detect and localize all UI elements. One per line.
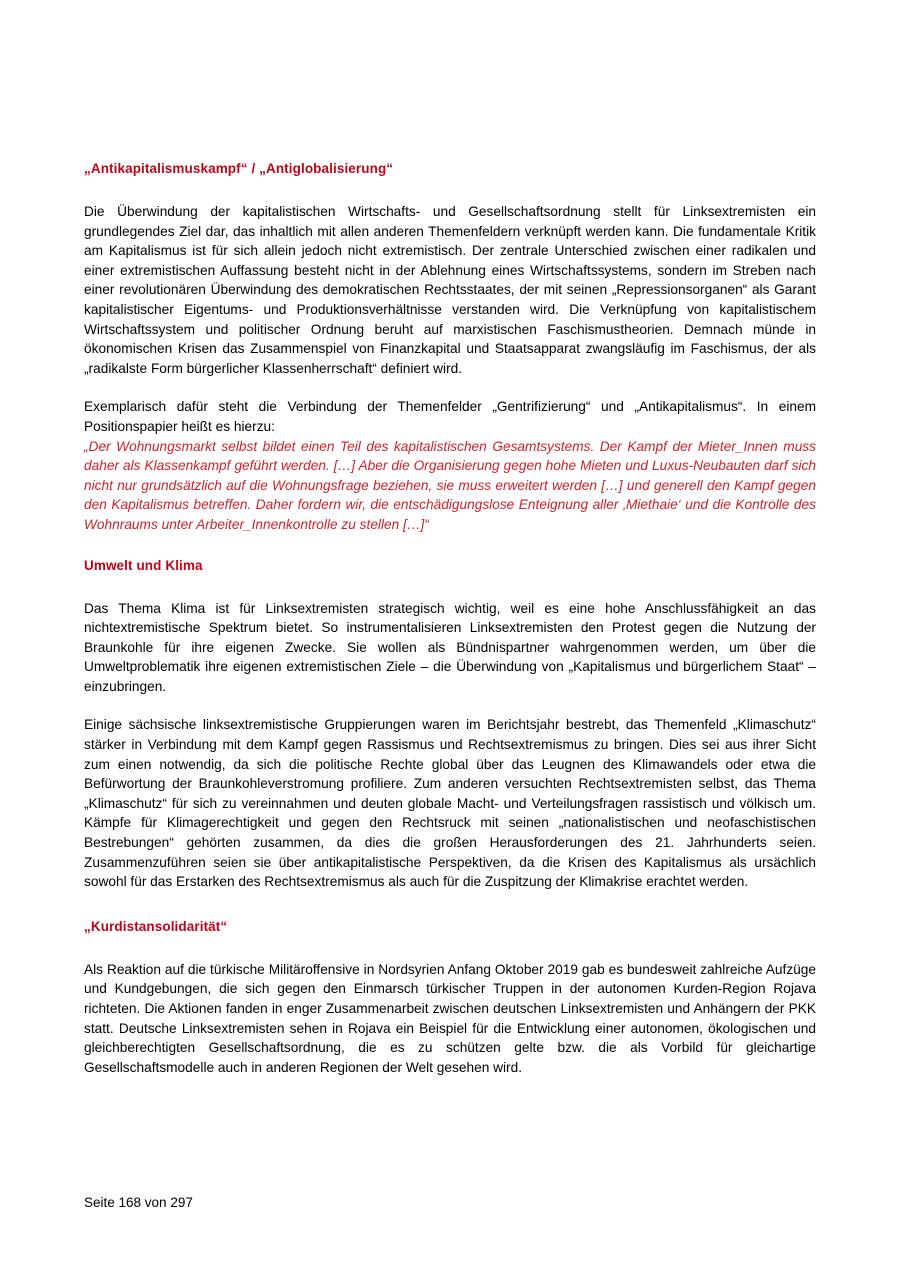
spacer — [84, 696, 816, 715]
spacer — [84, 177, 816, 202]
section-heading-kurdistansolidaritaet: „Kurdistansolidarität“ — [84, 918, 228, 934]
spacer — [84, 378, 816, 397]
paragraph-kurdistan-rojava: Als Reaktion auf die türkische Militäroffensive in Nordsyrien Anfang Oktober 2019 gab es bundesweit zahlreiche Aufzüge und Kundgebungen, die sich gegen den Einmarsch türkischer Truppen in der autonomen Kurden-Region Rojava richteten. Die Aktionen fanden in enger Zusammenarbeit zwischen deutschen Linksextremisten und Anhängern der PKK statt. Deutsche Linksextremisten sehen in Rojava ein Beispiel für die Entwicklung einer autonomen, ökologischen und gleichberechtigten Gesellschaftsordnung, die es zu schützen gelte bzw. die als Vorbild für gleichartige Gesellschaftsmodelle auch in anderen Regionen der Welt gesehen wird. — [84, 961, 816, 1075]
section-heading-umwelt-und-klima: Umwelt und Klima — [84, 557, 203, 573]
page-footer: Seite 168 von 297 — [84, 1195, 193, 1210]
spacer — [84, 892, 816, 918]
paragraph-klimaschutz-rassismus: Einige sächsische linksextremistische Gruppierungen waren im Berichtsjahr bestrebt, das Themenfeld „Klimaschutz“ stärker in Verbindung mit dem Kampf gegen Rassismus und Rechtsextremismus zu bringen. Dies sei aus ihrer Sicht zum einen notwendig, da sich die politische Rechte global über das Leugnen des Klimawandels oder etwa die Befürwortung der Braunkohleverstromung profiliere. Zum anderen versuchten Rechtsextremisten selbst, das Thema „Klimaschutz“ für sich zu vereinnahmen und deuten globale Macht- und Verteilungsfragen rassistisch und völkisch um. Kämpfe für Klimagerechtigkeit und gegen den Rechtsruck mit seinen „nationalistischen und neofaschistischen Bestrebungen“ gehörten zusammen, da dies die großen Herausforderungen des 21. Jahrhunderts seien. Zusammenzuführen seien sie über antikapitalistische Perspektiven, da die Krisen des Kapitalismus als ursächlich sowohl für das Erstarken des Rechtsextremismus als auch für die Zuspitzung der Klimakrise erachtet werden. — [84, 717, 816, 890]
spacer — [84, 535, 816, 557]
section-heading-antikapitalismuskampf: „Antikapitalismuskampf“ / „Antiglobalisierung“ — [84, 161, 394, 176]
paragraph-quote-lead-in: Exemplarisch dafür steht die Verbindung der Themenfelder „Gentrifizierung“ und „Antikapitalismus“. In einem Positionspapier heißt es hierzu: — [84, 399, 816, 434]
spacer — [84, 574, 816, 599]
spacer — [84, 935, 816, 960]
paragraph-klima-strategie: Das Thema Klima ist für Linksextremisten strategisch wichtig, weil es eine hohe Anschlussfähigkeit an das nichtextremistische Spektrum bietet. So instrumentalisieren Linksextremisten den Protest gegen die Nutzung der Braunkohle für ihre eigenen Zwecke. Sie wollen als Bündnispartner wahrgenommen werden, um über die Umweltproblematik ihre eigenen extremistischen Ziele – die Überwindung von „Kapitalismus und bürgerlichem Staat“ – einzubringen. — [84, 600, 816, 694]
page-content — [84, 160, 816, 1077]
blockquote-positionspapier: „Der Wohnungsmarkt selbst bildet einen Teil des kapitalistischen Gesamtsystems. Der Kampf der Mieter_Innen muss daher als Klassenkampf geführt werden. […] Aber die Organisierung gegen hohe Mieten und Luxus-Neubauten darf sich nicht nur grundsätzlich auf die Wohnungsfrage beziehen, sie muss erweitert werden […] und generell den Kampf gegen den Kapitalismus betreffen. Daher fordern wir, die entschädigungslose Enteignung aller ‚Miethaie‘ und die Kontrolle des Wohnraums unter Arbeiter_Innenkontrolle zu stellen […]“ — [84, 438, 816, 532]
paragraph-antikapitalismus-intro: Die Überwindung der kapitalistischen Wirtschafts- und Gesellschaftsordnung stellt für Linksextremisten ein grundlegendes Ziel dar, das inhaltlich mit allen anderen Themenfeldern verknüpft werden kann. Die fundamentale Kritik am Kapitalismus ist für sich allein jedoch nicht extremistisch. Der zentrale Unterschied zwischen einer radikalen und einer extremistischen Auffassung besteht nicht in der Ablehnung eines Wirtschaftssystems, sondern im Streben nach einer revolutionären Überwindung des demokratischen Rechtsstaates, der mit seinen „Repressionsorganen“ als Garant kapitalistischer Eigentums- und Produktionsverhältnisse verstanden wird. Die Verknüpfung von kapitalistischem Wirtschaftssystem und politischer Ordnung beruht auf marxistischen Faschismustheorien. Demnach münde in ökonomischen Krisen das Zusammenspiel von Finanzkapital und Staatsapparat zwangsläufig im Faschismus, der als „radikalste Form bürgerlicher Klassenherrschaft“ definiert wird. — [84, 204, 816, 376]
